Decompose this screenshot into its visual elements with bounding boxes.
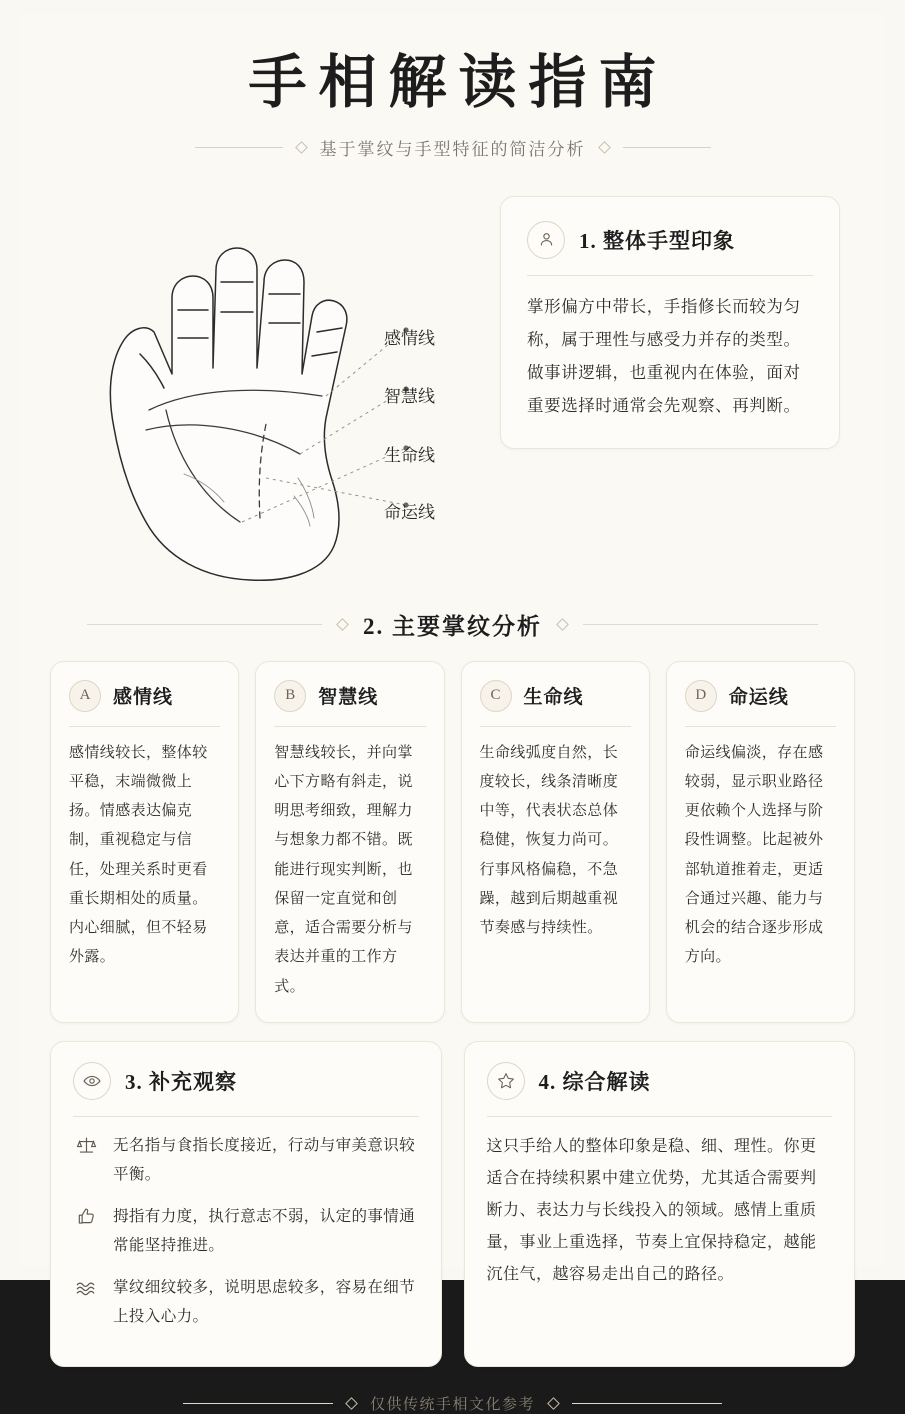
line-card-divider [685,726,836,727]
star-icon [487,1062,525,1100]
line-card-header [69,680,220,712]
line-card-badge: D [685,680,717,712]
line-card-heart [50,661,239,1023]
line-card-divider [274,726,425,727]
line-card-badge: B [274,680,306,712]
line-card-life [461,661,650,1023]
observation-item-text: 掌纹细纹较多，说明思虑较多，容易在细节上投入心力。 [113,1278,416,1326]
line-card-head [255,661,444,1023]
hand-label-head-line: 智慧线 [384,386,435,406]
impression-title: 1. 整体手型印象 [579,228,735,253]
footer-line-right [572,1403,722,1404]
impression-divider [527,275,813,276]
top-row [20,178,885,598]
section-2-diamond-left [336,618,349,631]
line-card-header [274,680,425,712]
footer-text: 仅供传统手相文化参考 [369,1396,535,1413]
summary-card [464,1041,856,1367]
footer [20,1393,885,1414]
hand-label-life-line: 生命线 [384,445,435,465]
section-2-title: 2. 主要掌纹分析 [363,613,542,639]
observation-item-text: 拇指有力度，执行意志不弱，认定的事情通常能坚持推进。 [113,1207,416,1255]
observation-divider [73,1116,419,1117]
divider-left [195,147,283,148]
line-card-title: 生命线 [523,687,584,709]
line-card-title: 感情线 [113,687,174,709]
observation-card [50,1041,442,1367]
observation-item [73,1273,419,1332]
impression-text: 掌形偏方中带长，手指修长而较为匀称，属于理性与感受力并存的类型。做事讲逻辑，也重视内在体验，面对重要选择时通常会先观察、再判断。 [527,296,801,415]
eye-icon [73,1062,111,1100]
line-card-text: 生命线弧度自然，长度较长，线条清晰度中等，代表状态总体稳健，恢复力尚可。行事风格偏稳，不急躁，越到后期越重视节奏感与持续性。 [479,744,619,937]
impression-card [500,196,840,449]
footer-line-left [183,1403,333,1404]
section-2-diamond-right [556,618,569,631]
summary-text: 这只手给人的整体印象是稳、细、理性。你更适合在持续积累中建立优势，尤其适合需要判断力、表达力与长线投入的领域。感情上重质量，事业上重选择，节奏上宜保持稳定，越能沉住气，越容易走出自己的路径。 [486,1137,817,1283]
summary-title: 4. 综合解读 [538,1069,651,1094]
observation-title: 3. 补充观察 [125,1069,237,1094]
waves-icon [73,1273,99,1299]
line-card-title: 智慧线 [318,687,379,709]
line-card-fate [666,661,855,1023]
line-card-badge: C [480,680,512,712]
bottom-cards-row [20,1041,885,1367]
hand-label-fate-line: 命运线 [384,502,435,522]
line-card-text: 感情线较长，整体较平稳，末端微微上扬。情感表达偏克制，重视稳定与信任，处理关系时更看重长期相处的质量。内心细腻，但不轻易外露。 [69,744,208,966]
summary-divider [487,1116,833,1117]
footer-diamond-right [547,1397,560,1410]
observation-item [73,1202,419,1261]
diamond-ornament-right [598,141,611,154]
page-title: 手相解读指南 [248,50,669,115]
divider-right [623,147,711,148]
hand-illustration [54,178,474,598]
hand-label-heart-line: 感情线 [384,328,435,348]
line-card-header [480,680,631,712]
thumbs-up-icon [73,1202,99,1227]
subtitle-row [20,135,885,160]
observation-item-text: 无名指与食指长度接近，行动与审美意识较平衡。 [113,1136,416,1184]
poster-inner [20,14,885,1413]
summary-card-header [487,1062,833,1100]
diamond-ornament-left [295,141,308,154]
section-2-line-left [87,624,322,625]
line-card-text: 命运线偏淡，存在感较弱，显示职业路径更依赖个人选择与阶段性调整。比起被外部轨道推着走，更适合通过兴趣、能力与机会的结合逐步形成方向。 [684,744,824,966]
scale-icon [73,1131,99,1156]
impression-card-header [527,221,813,259]
observation-card-header [73,1062,419,1100]
observation-item [73,1131,419,1190]
person-icon [527,221,565,259]
line-card-badge: A [69,680,101,712]
hand-label-list [384,178,504,598]
footer-diamond-left [345,1397,358,1410]
line-card-divider [69,726,220,727]
line-card-text: 智慧线较长，并向掌心下方略有斜走，说明思考细致，理解力与想象力都不错。既能进行现实判断，也保留一定直觉和创意，适合需要分析与表达并重的工作方式。 [274,744,413,995]
line-cards-row [20,661,885,1023]
line-card-divider [480,726,631,727]
page-subtitle: 基于掌纹与手型特征的简洁分析 [319,139,586,159]
line-card-header [685,680,836,712]
line-card-title: 命运线 [728,687,789,709]
section-2-line-right [583,624,818,625]
section-2-header [20,608,885,641]
